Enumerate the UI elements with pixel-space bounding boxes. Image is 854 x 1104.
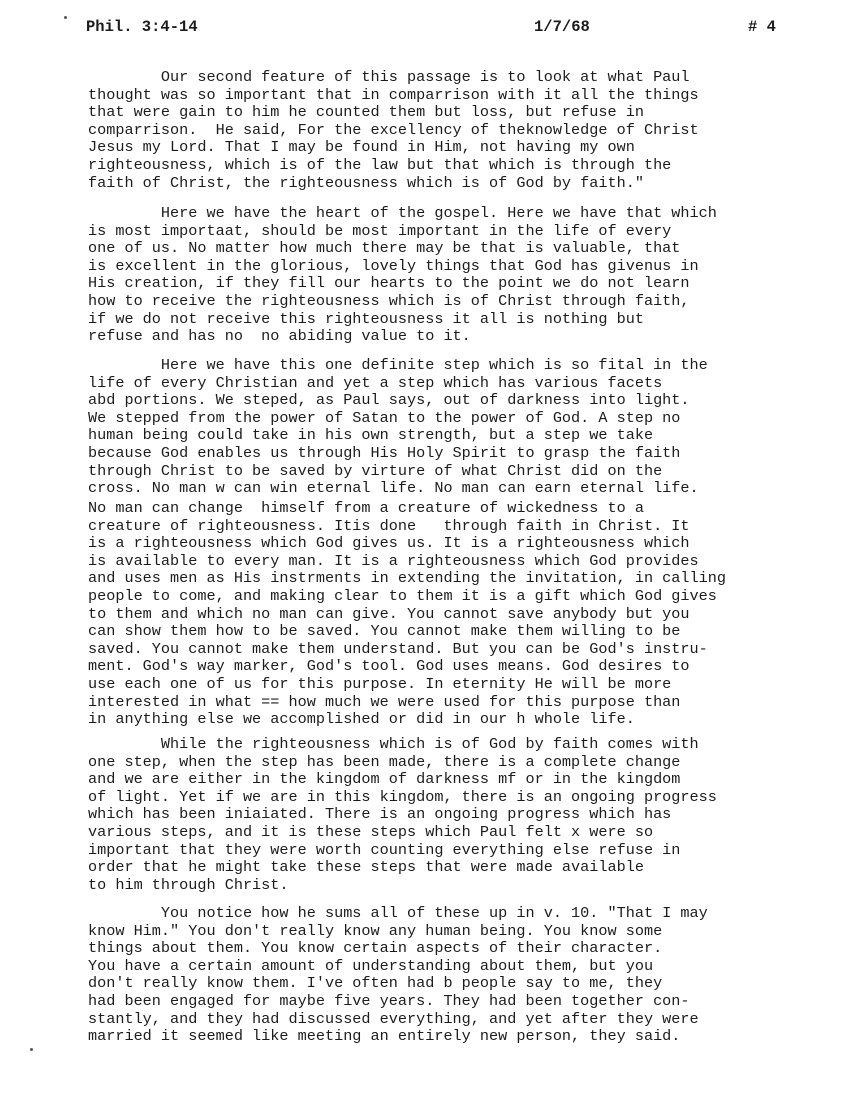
text-line: order that he might take these steps that were made available	[88, 858, 644, 877]
scripture-reference: Phil. 3:4-14	[86, 18, 198, 36]
text-line: creature of righteousness. Itis done through faith in Christ. It	[88, 516, 690, 535]
text-line: refuse and has no no abiding value to it.	[88, 327, 471, 346]
text-line: is most importaat, should be most important in the life of every	[88, 221, 672, 240]
text-line: abd portions. We steped, as Paul says, out of darkness into light.	[88, 391, 690, 410]
text-line: things about them. You know certain aspects of their character.	[88, 939, 663, 958]
text-line: and we are either in the kingdom of darkness mf or in the kingdom	[88, 770, 681, 789]
text-line: through Christ to be saved by virture of what Christ did on the	[88, 461, 663, 480]
text-line: how to receive the righteousness which is of Christ through faith,	[88, 291, 690, 310]
text-line: life of every Christian and yet a step which has various facets	[88, 373, 663, 392]
text-line: and uses men as His instrments in extending the invitation, in calling	[88, 569, 726, 588]
text-line: of light. Yet if we are in this kingdom, there is an ongoing progress	[88, 787, 717, 806]
text-line: You notice how he sums all of these up in v. 10. "That I may	[88, 904, 708, 922]
text-line: Here we have the heart of the gospel. Here we have that which	[88, 204, 717, 222]
text-line: saved. You cannot make them understand. But you can be God's instru-	[88, 639, 708, 658]
text-line: While the righteousness which is of God by faith comes with	[88, 735, 699, 753]
text-line: We stepped from the power of Satan to the power of God. A step no	[88, 408, 681, 427]
text-line: know Him." You don't really know any human being. You know some	[88, 921, 663, 940]
scan-speck	[64, 16, 67, 19]
text-line: use each one of us for this purpose. In eternity He will be more	[88, 674, 672, 693]
text-line: in anything else we accomplished or did in our h whole life.	[88, 710, 635, 729]
paragraph	[88, 736, 717, 894]
text-line: married it seemed like meeting an entirely new person, they said.	[88, 1027, 681, 1046]
text-line: had been engaged for maybe five years. They had been together con-	[88, 991, 690, 1010]
text-line: because God enables us through His Holy Spirit to grasp the faith	[88, 443, 681, 462]
text-line: which has been iniaiated. There is an ongoing progress which has	[88, 805, 672, 824]
text-line: to him through Christ.	[88, 875, 289, 894]
paragraph	[88, 357, 708, 498]
text-line: is a righteousness which God gives us. It is a righteousness which	[88, 534, 690, 553]
sermon-date: 1/7/68	[534, 18, 590, 36]
text-line: that were gain to him he counted them but loss, but refuse in	[88, 103, 644, 122]
paragraph	[88, 905, 708, 1046]
text-line: important that they were worth counting everything else refuse in	[88, 840, 681, 859]
text-line: His creation, if they fill our hearts to the point we do not learn	[88, 274, 690, 293]
page-header	[86, 18, 786, 40]
scan-speck	[30, 1048, 33, 1051]
text-line: one step, when the step has been made, there is a complete change	[88, 752, 681, 771]
text-line: if we do not receive this righteousness it all is nothing but	[88, 309, 644, 328]
text-line: Here we have this one definite step which is so fital in the	[88, 356, 708, 374]
text-line: don't really know them. I've often had b people say to me, they	[88, 974, 663, 993]
paragraph	[88, 500, 726, 729]
text-line: various steps, and it is these steps which Paul felt x were so	[88, 822, 654, 841]
text-line: thought was so important that in comparrison with it all the things	[88, 85, 699, 104]
text-line: people to come, and making clear to them it is a gift which God gives	[88, 586, 717, 605]
page-number: # 4	[748, 18, 776, 36]
text-line: can show them how to be saved. You cannot make them willing to be	[88, 622, 681, 641]
text-line: one of us. No matter how much there may be that is valuable, that	[88, 239, 681, 258]
text-line: ment. God's way marker, God's tool. God uses means. God desires to	[88, 657, 690, 676]
text-line: Our second feature of this passage is to look at what Paul	[88, 68, 690, 86]
paragraph	[88, 69, 699, 192]
text-line: to them and which no man can give. You cannot save anybody but you	[88, 604, 690, 623]
text-line: Jesus my Lord. That I may be found in Him, not having my own	[88, 138, 635, 157]
paragraph	[88, 205, 717, 346]
text-line: No man can change himself from a creature of wickedness to a	[88, 499, 644, 517]
text-line: righteousness, which is of the law but that which is through the	[88, 155, 672, 174]
text-line: faith of Christ, the righteousness which is of God by faith."	[88, 173, 644, 192]
text-line: stantly, and they had discussed everything, and yet after they were	[88, 1009, 699, 1028]
text-line: You have a certain amount of understanding about them, but you	[88, 956, 654, 975]
text-line: is available to every man. It is a righteousness which God provides	[88, 551, 699, 570]
text-line: is excellent in the glorious, lovely things that God has givenus in	[88, 256, 699, 275]
text-line: interested in what == how much we were used for this purpose than	[88, 692, 681, 711]
text-line: human being could take in his own strength, but a step we take	[88, 426, 654, 445]
text-line: comparrison. He said, For the excellency of theknowledge of Christ	[88, 120, 699, 139]
text-line: cross. No man w can win eternal life. No man can earn eternal life.	[88, 479, 699, 498]
